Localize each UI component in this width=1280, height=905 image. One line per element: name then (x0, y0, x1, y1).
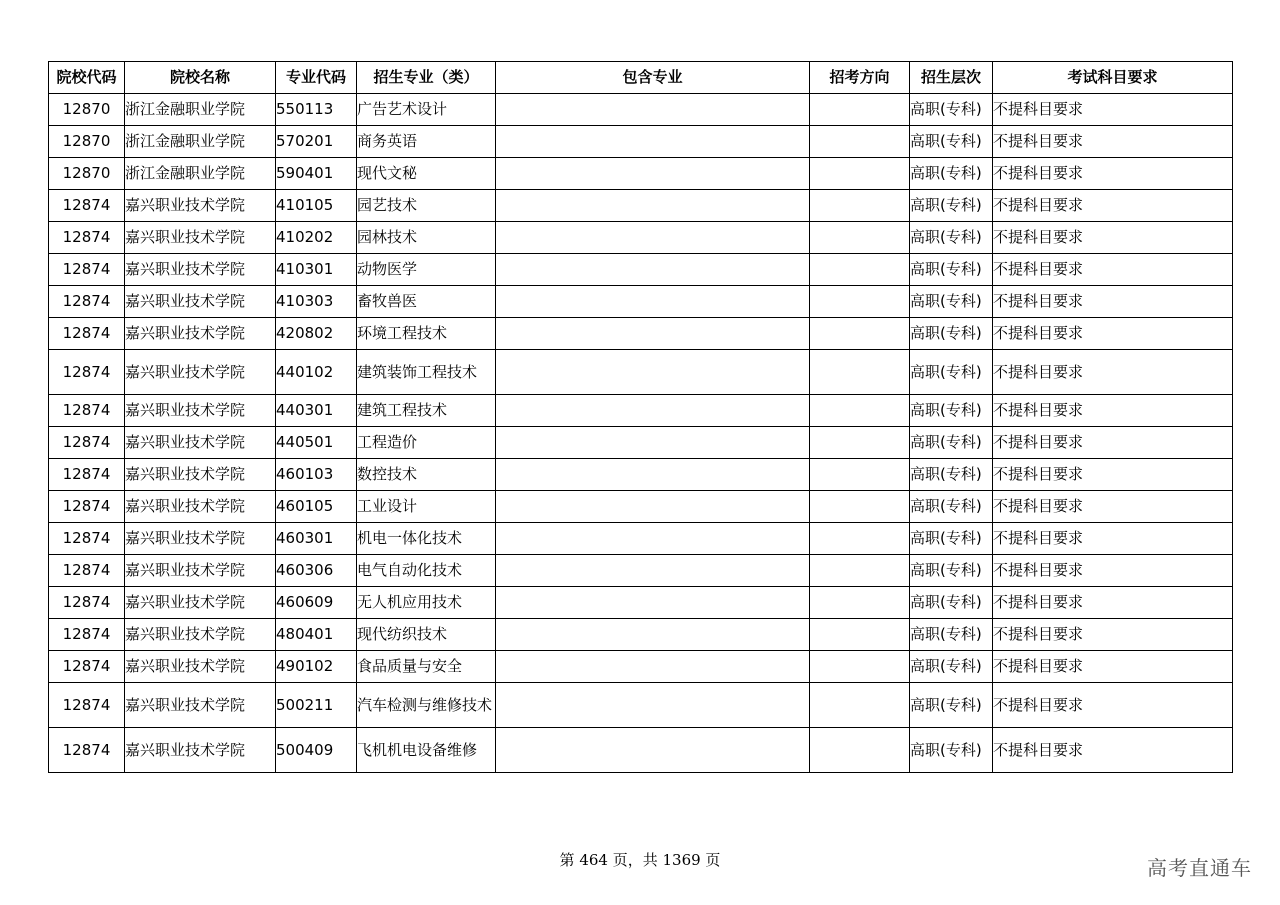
cell-direction (810, 222, 910, 254)
table-row (49, 318, 1233, 350)
cell-school-code: 12874 (49, 491, 125, 523)
cell-level: 高职(专科) (910, 286, 993, 318)
watermark-text: 高考直通车 (1147, 856, 1252, 880)
cell-major: 工业设计 (357, 491, 496, 523)
cell-level: 高职(专科) (910, 190, 993, 222)
cell-direction (810, 350, 910, 395)
cell-school-code: 12874 (49, 190, 125, 222)
cell-level: 高职(专科) (910, 126, 993, 158)
cell-level: 高职(专科) (910, 94, 993, 126)
cell-school-code: 12874 (49, 286, 125, 318)
cell-requirement: 不提科目要求 (993, 222, 1233, 254)
cell-direction (810, 523, 910, 555)
cell-major: 广告艺术设计 (357, 94, 496, 126)
cell-major-code: 440301 (276, 395, 357, 427)
cell-school-name: 嘉兴职业技术学院 (125, 683, 276, 728)
cell-major: 数控技术 (357, 459, 496, 491)
cell-major-code: 440102 (276, 350, 357, 395)
cell-level: 高职(专科) (910, 587, 993, 619)
cell-school-name: 嘉兴职业技术学院 (125, 190, 276, 222)
cell-included-majors (496, 318, 810, 350)
cell-included-majors (496, 523, 810, 555)
cell-school-name: 嘉兴职业技术学院 (125, 427, 276, 459)
header-level: 招生层次 (910, 62, 993, 94)
cell-school-name: 嘉兴职业技术学院 (125, 254, 276, 286)
header-major: 招生专业（类） (357, 62, 496, 94)
cell-school-name: 嘉兴职业技术学院 (125, 459, 276, 491)
cell-major: 环境工程技术 (357, 318, 496, 350)
cell-major: 畜牧兽医 (357, 286, 496, 318)
cell-included-majors (496, 427, 810, 459)
cell-major: 汽车检测与维修技术 (357, 683, 496, 728)
cell-requirement: 不提科目要求 (993, 651, 1233, 683)
cell-school-code: 12874 (49, 254, 125, 286)
header-school-name: 院校名称 (125, 62, 276, 94)
cell-level: 高职(专科) (910, 683, 993, 728)
cell-requirement: 不提科目要求 (993, 491, 1233, 523)
cell-requirement: 不提科目要求 (993, 286, 1233, 318)
cell-requirement: 不提科目要求 (993, 523, 1233, 555)
cell-requirement: 不提科目要求 (993, 94, 1233, 126)
cell-major: 电气自动化技术 (357, 555, 496, 587)
cell-school-name: 嘉兴职业技术学院 (125, 619, 276, 651)
cell-school-name: 嘉兴职业技术学院 (125, 555, 276, 587)
table-row (49, 94, 1233, 126)
table-row (49, 728, 1233, 773)
cell-requirement: 不提科目要求 (993, 728, 1233, 773)
cell-direction (810, 254, 910, 286)
cell-direction (810, 683, 910, 728)
table-row (49, 459, 1233, 491)
header-included-majors: 包含专业 (496, 62, 810, 94)
cell-level: 高职(专科) (910, 350, 993, 395)
cell-direction (810, 318, 910, 350)
cell-included-majors (496, 619, 810, 651)
table-body (49, 94, 1233, 773)
cell-direction (810, 619, 910, 651)
cell-school-code: 12870 (49, 126, 125, 158)
cell-major: 飞机机电设备维修 (357, 728, 496, 773)
cell-school-name: 浙江金融职业学院 (125, 94, 276, 126)
cell-major: 建筑装饰工程技术 (357, 350, 496, 395)
cell-school-name: 浙江金融职业学院 (125, 158, 276, 190)
cell-included-majors (496, 651, 810, 683)
cell-school-code: 12874 (49, 651, 125, 683)
cell-major-code: 460105 (276, 491, 357, 523)
cell-major: 建筑工程技术 (357, 395, 496, 427)
cell-school-name: 嘉兴职业技术学院 (125, 651, 276, 683)
cell-level: 高职(专科) (910, 619, 993, 651)
cell-requirement: 不提科目要求 (993, 587, 1233, 619)
cell-included-majors (496, 395, 810, 427)
table-row (49, 651, 1233, 683)
cell-major: 工程造价 (357, 427, 496, 459)
cell-school-code: 12874 (49, 459, 125, 491)
cell-direction (810, 286, 910, 318)
cell-major-code: 550113 (276, 94, 357, 126)
cell-school-code: 12874 (49, 427, 125, 459)
table-row (49, 286, 1233, 318)
table-row (49, 126, 1233, 158)
cell-level: 高职(专科) (910, 395, 993, 427)
cell-major-code: 500211 (276, 683, 357, 728)
cell-requirement: 不提科目要求 (993, 190, 1233, 222)
cell-major: 动物医学 (357, 254, 496, 286)
cell-requirement: 不提科目要求 (993, 619, 1233, 651)
cell-school-name: 嘉兴职业技术学院 (125, 523, 276, 555)
cell-direction (810, 158, 910, 190)
cell-major-code: 420802 (276, 318, 357, 350)
cell-level: 高职(专科) (910, 491, 993, 523)
table-row (49, 222, 1233, 254)
cell-requirement: 不提科目要求 (993, 158, 1233, 190)
cell-major: 园林技术 (357, 222, 496, 254)
cell-level: 高职(专科) (910, 651, 993, 683)
cell-school-name: 嘉兴职业技术学院 (125, 350, 276, 395)
header-requirement: 考试科目要求 (993, 62, 1233, 94)
cell-school-code: 12874 (49, 587, 125, 619)
cell-direction (810, 395, 910, 427)
cell-major-code: 590401 (276, 158, 357, 190)
cell-requirement: 不提科目要求 (993, 683, 1233, 728)
cell-level: 高职(专科) (910, 728, 993, 773)
cell-direction (810, 427, 910, 459)
cell-school-name: 嘉兴职业技术学院 (125, 728, 276, 773)
cell-direction (810, 728, 910, 773)
cell-included-majors (496, 728, 810, 773)
cell-school-code: 12874 (49, 619, 125, 651)
header-row (49, 62, 1233, 94)
cell-requirement: 不提科目要求 (993, 459, 1233, 491)
cell-direction (810, 555, 910, 587)
cell-level: 高职(专科) (910, 555, 993, 587)
cell-included-majors (496, 126, 810, 158)
table-row (49, 350, 1233, 395)
table-row (49, 158, 1233, 190)
cell-school-code: 12874 (49, 222, 125, 254)
cell-school-code: 12870 (49, 94, 125, 126)
cell-included-majors (496, 350, 810, 395)
cell-included-majors (496, 286, 810, 318)
table-row (49, 523, 1233, 555)
admission-table (48, 61, 1233, 773)
cell-level: 高职(专科) (910, 523, 993, 555)
cell-major: 现代文秘 (357, 158, 496, 190)
table-row (49, 427, 1233, 459)
cell-direction (810, 651, 910, 683)
cell-major-code: 410303 (276, 286, 357, 318)
cell-requirement: 不提科目要求 (993, 555, 1233, 587)
cell-included-majors (496, 683, 810, 728)
cell-major-code: 570201 (276, 126, 357, 158)
cell-school-code: 12870 (49, 158, 125, 190)
cell-direction (810, 491, 910, 523)
cell-major-code: 460301 (276, 523, 357, 555)
table-row (49, 555, 1233, 587)
cell-major-code: 440501 (276, 427, 357, 459)
cell-requirement: 不提科目要求 (993, 395, 1233, 427)
table-row (49, 491, 1233, 523)
cell-school-code: 12874 (49, 523, 125, 555)
cell-major-code: 500409 (276, 728, 357, 773)
cell-requirement: 不提科目要求 (993, 318, 1233, 350)
cell-requirement: 不提科目要求 (993, 350, 1233, 395)
cell-direction (810, 94, 910, 126)
cell-major: 食品质量与安全 (357, 651, 496, 683)
cell-level: 高职(专科) (910, 427, 993, 459)
cell-requirement: 不提科目要求 (993, 254, 1233, 286)
cell-school-name: 嘉兴职业技术学院 (125, 395, 276, 427)
table-row (49, 395, 1233, 427)
cell-major-code: 410202 (276, 222, 357, 254)
cell-school-name: 嘉兴职业技术学院 (125, 286, 276, 318)
cell-major-code: 410105 (276, 190, 357, 222)
cell-major-code: 460609 (276, 587, 357, 619)
header-direction: 招考方向 (810, 62, 910, 94)
cell-level: 高职(专科) (910, 222, 993, 254)
cell-major-code: 490102 (276, 651, 357, 683)
cell-included-majors (496, 555, 810, 587)
cell-major-code: 480401 (276, 619, 357, 651)
cell-major: 商务英语 (357, 126, 496, 158)
cell-included-majors (496, 222, 810, 254)
cell-level: 高职(专科) (910, 254, 993, 286)
cell-level: 高职(专科) (910, 158, 993, 190)
cell-included-majors (496, 459, 810, 491)
table-row (49, 683, 1233, 728)
cell-direction (810, 587, 910, 619)
cell-major: 无人机应用技术 (357, 587, 496, 619)
cell-school-name: 浙江金融职业学院 (125, 126, 276, 158)
cell-direction (810, 126, 910, 158)
header-major-code: 专业代码 (276, 62, 357, 94)
cell-school-code: 12874 (49, 318, 125, 350)
cell-major-code: 410301 (276, 254, 357, 286)
cell-school-code: 12874 (49, 350, 125, 395)
cell-major: 现代纺织技术 (357, 619, 496, 651)
cell-major-code: 460306 (276, 555, 357, 587)
cell-school-code: 12874 (49, 728, 125, 773)
cell-school-name: 嘉兴职业技术学院 (125, 587, 276, 619)
cell-school-code: 12874 (49, 555, 125, 587)
cell-requirement: 不提科目要求 (993, 126, 1233, 158)
cell-major-code: 460103 (276, 459, 357, 491)
cell-school-code: 12874 (49, 395, 125, 427)
table-row (49, 190, 1233, 222)
cell-requirement: 不提科目要求 (993, 427, 1233, 459)
table-row (49, 587, 1233, 619)
header-school-code: 院校代码 (49, 62, 125, 94)
cell-major: 园艺技术 (357, 190, 496, 222)
cell-direction (810, 190, 910, 222)
page-number: 第 464 页，共 1369 页 (559, 851, 721, 869)
cell-included-majors (496, 587, 810, 619)
cell-level: 高职(专科) (910, 459, 993, 491)
cell-school-name: 嘉兴职业技术学院 (125, 222, 276, 254)
cell-included-majors (496, 94, 810, 126)
cell-direction (810, 459, 910, 491)
cell-included-majors (496, 254, 810, 286)
cell-school-name: 嘉兴职业技术学院 (125, 318, 276, 350)
cell-included-majors (496, 190, 810, 222)
cell-level: 高职(专科) (910, 318, 993, 350)
cell-included-majors (496, 158, 810, 190)
table-row (49, 254, 1233, 286)
cell-school-name: 嘉兴职业技术学院 (125, 491, 276, 523)
table-row (49, 619, 1233, 651)
cell-major: 机电一体化技术 (357, 523, 496, 555)
cell-included-majors (496, 491, 810, 523)
cell-school-code: 12874 (49, 683, 125, 728)
